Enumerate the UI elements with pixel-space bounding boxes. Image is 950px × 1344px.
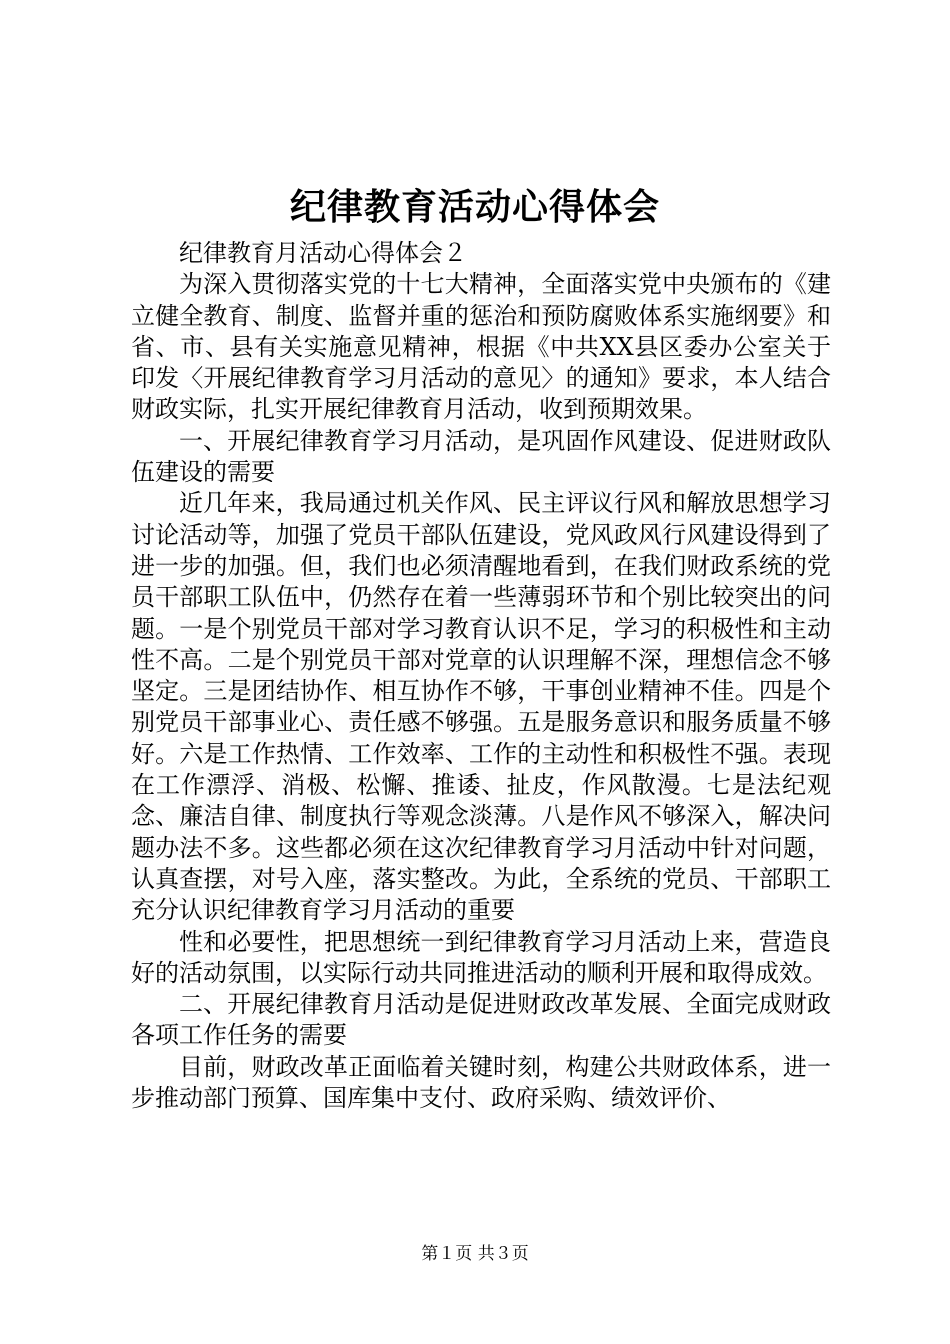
page-number: 第１页 共３页 xyxy=(421,1244,529,1264)
document-subtitle: 纪律教育月活动心得体会２ xyxy=(179,239,467,267)
document-title: 纪律教育活动心得体会 xyxy=(289,186,660,228)
document-body xyxy=(131,238,831,1114)
paragraph-intro: 为深入贯彻落实党的十七大精神，全面落实党中央颁布的《建立健全教育、制度、监督并重的惩治和预防腐败体系实施纲要》和省、市、县有关实施意见精神，根据《中共XX县区委办公室关于印发〈开展纪律教育学习月活动的意见〉的通知》要求，本人结合财政实际，扎实开展纪律教育月活动，收到预期效果。 xyxy=(131,270,831,424)
paragraph-problems: 近几年来，我局通过机关作风、民主评议行风和解放思想学习讨论活动等，加强了党员干部队伍建设，党风政风行风建设得到了进一步的加强。但，我们也必须清醒地看到，在我们财政系统的党员干部职工队伍中，仍然存在着一些薄弱环节和个别比较突出的问题。一是个别党员干部对学习教育认识不足，学习的积极性和主动性不高。二是个别党员干部对党章的认识理解不深，理想信念不够坚定。三是团结协作、相互协作不够，干事创业精神不佳。四是个别党员干部事业心、责任感不够强。五是服务意识和服务质量不够好。六是工作热情、工作效率、工作的主动性和积极性不强。表现在工作漂浮、消极、松懈、推诿、扯皮，作风散漫。七是法纪观念、廉洁自律、制度执行等观念淡薄。八是作风不够深入，解决问题办法不多。这些都必须在这次纪律教育学习月活动中针对问题，认真查摆，对号入座，落实整改。为此，全系统的党员、干部职工充分认识纪律教育学习月活动的重要 xyxy=(131,489,831,925)
section-heading-1: 一、开展纪律教育学习月活动，是巩固作风建设、促进财政队伍建设的需要 xyxy=(131,426,831,487)
paragraph-reform: 目前，财政改革正面临着关键时刻，构建公共财政体系，进一步推动部门预算、国库集中支付、政府采购、绩效评价、 xyxy=(131,1052,831,1113)
section-heading-2: 二、开展纪律教育月活动是促进财政改革发展、全面完成财政各项工作任务的需要 xyxy=(131,990,831,1050)
paragraph-necessity: 性和必要性，把思想统一到纪律教育学习月活动上来，营造良好的活动氛围，以实际行动共同推进活动的顺利开展和取得成效。 xyxy=(131,927,831,987)
